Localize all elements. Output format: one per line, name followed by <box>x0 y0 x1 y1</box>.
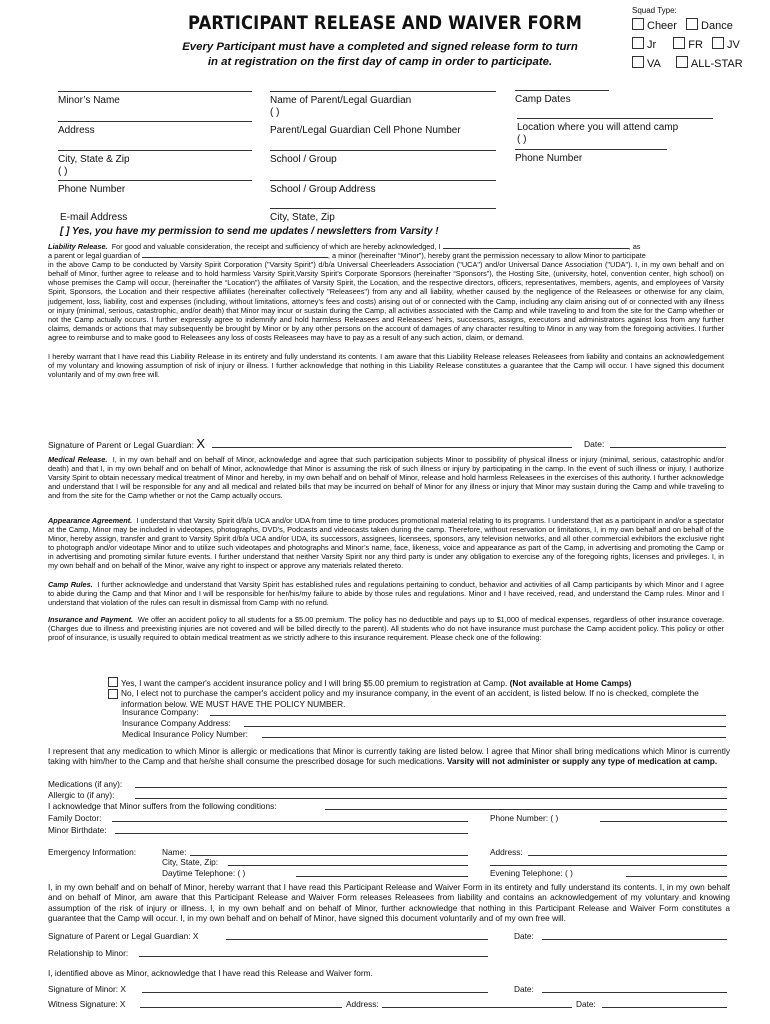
witness-signature-line[interactable] <box>140 1007 342 1008</box>
address-field[interactable]: Address <box>58 121 252 137</box>
checkbox[interactable] <box>632 18 644 30</box>
city-state-zip-field[interactable]: City, State & Zip ( ) <box>58 150 252 178</box>
parent-signature-label: Signature of Parent or Legal Guardian: X <box>48 931 199 941</box>
insurance-address-label: Insurance Company Address: <box>122 718 231 728</box>
insurance-section: Insurance and Payment. We offer an accident policy to all students for a $5.00 premium. The policy has no deductible and pays up to $1,000 of medical expenses, regardless of other insurance coverage. (Charges due to illness and preexisting injuries are not covered and will be billed directly to the parent). All students who do not have insurance must purchase the Camp accident policy. This policy or other proof of insurance, is usually required to obtain medical treatment as we strictly adhere to this insurance requirement. Please check one of the following: <box>48 615 724 643</box>
conditions-line[interactable] <box>325 809 727 810</box>
checkbox[interactable] <box>712 37 724 49</box>
relationship-label: Relationship to Minor: <box>48 948 129 958</box>
checkbox[interactable] <box>676 56 688 68</box>
checkbox[interactable] <box>108 689 118 699</box>
emergency-address-line[interactable] <box>528 855 727 856</box>
minor-ack-text: I, identified above as Minor, acknowledge that I have read this Release and Waiver form. <box>48 968 373 978</box>
final-warrant: I, in my own behalf and on behalf of Minor, hereby warrant that I have read this Participant Release and Waiver Form in its entirety and fully understand its contents. I, in my own behalf and on behalf of Minor, am aware that this Participant Release and Waiver Form releases Releasees from liability and contains an acknowledgement of my voluntary and knowing assumption of the risk of injury or illness. I, in my own behalf and on behalf of Minor, further acknowledge that nothing in this Participant Release and Waiver Form constitutes a guarantee that the Camp will occur. I, in my own behalf and on behalf of Minor, have signed this document voluntarily and of my own free will. <box>48 882 730 923</box>
school-group-field[interactable]: School / Group <box>270 150 496 166</box>
emergency-label: Emergency Information: <box>48 847 137 857</box>
checkbox[interactable] <box>673 37 685 49</box>
witness-address-label: Address: <box>346 999 379 1009</box>
insurance-options <box>108 677 728 709</box>
medication-statement: I represent that any medication to which Minor is allergic or medications that Minor is currently taking are listed below. I agree that Minor shall bring medications which Minor is currently taking with him/her to the Camp and that he/she shall consume the prescribed dosage for such medications. Varsity will not administer or supply any type of medication at camp. <box>48 746 730 767</box>
checkbox[interactable] <box>108 677 118 687</box>
minor-signature-label: Signature of Minor: X <box>48 984 126 994</box>
insurance-address-line[interactable] <box>244 726 726 727</box>
parent-date-line[interactable] <box>542 939 727 940</box>
evening-phone-line[interactable] <box>626 876 727 877</box>
doctor-phone-line[interactable] <box>600 821 727 822</box>
camp-dates-field[interactable]: Camp Dates <box>515 90 609 106</box>
medical-release-section: Medical Release. I, in my own behalf and on behalf of Minor, acknowledge and agree that such participation subjects Minor to possibility of physical illness or injury (minimal, serious, catastrophic and/or death) and that I, in my own behalf and on behalf of Minor, acknowledge that Minor is assuming the risk of such illness or injury by participating in the camp. In the event of such illness or injury, I authorize Varsity Spirit to obtain necessary medical treatment of Minor and hereby, in my own behalf and on behalf of Minor, release and hold harmless Releasees in the exercises of this authority. I further acknowledge and understand that I will be responsible for any and all medical and related bills that may be incurred on behalf of Minor for any illness or injury that Minor may sustain during the Camp and while traveling to and from the site for the Camp whether or not the Camp actually occurs. <box>48 455 724 501</box>
emergency-name-line[interactable] <box>190 855 468 856</box>
parent-date-label: Date: <box>514 931 534 941</box>
appearance-agreement-section: Appearance Agreement. I understand that Varsity Spirit d/b/a UCA and/or UDA from time to time produces promotional material relating to its programs. I understand that as a participant in and/or a spectator at the Camp, Minor may be included in videotapes, photographs, DVD’s, Podcasts and videocasts taken during the camp. Therefore, without reservation or limitations, I, in my own behalf and on behalf of the Minor, hereby assign, transfer and grant to Varsity Spirit d/b/a UCA and/or UDA, its successors, assignees, licensees, sponsors, any television networks, and all other commercial exhibitors the exclusive right to photograph and/or videotape Minor and to utilize such videotapes and photographs and Minor’s name, face, likeness, voice and appearance as part of the Camp, in advertising and promoting the Camp or in advertising and promoting similar future events. I further understand that neither Varsity Spirit nor any third party is under any obligation to exercise any of the foregoing rights, licenses and privileges. I, in my own behalf and on behalf of the Minor, waive any right to inspect or approve any materials related thereto. <box>48 516 724 571</box>
insurance-company-line[interactable] <box>210 715 726 716</box>
doctor-phone-label: Phone Number: ( ) <box>490 813 559 823</box>
evening-phone-label: Evening Telephone: ( ) <box>490 868 573 878</box>
form-subtitle: Every Participant must have a completed and signed release form to turn in at registration on the first day of camp in order to participate. <box>182 41 578 68</box>
liability-heading: Liability Release. <box>48 242 108 251</box>
signature-line-1[interactable] <box>212 447 572 448</box>
medications-line[interactable] <box>135 787 727 788</box>
family-doctor-line[interactable] <box>112 821 468 822</box>
signature-row-1: Signature of Parent or Legal Guardian: X <box>48 436 206 451</box>
school-address-field[interactable]: School / Group Address <box>270 180 496 196</box>
emergency-name-label: Name: <box>162 847 187 857</box>
date-line-1[interactable] <box>610 447 726 448</box>
squad-option-fr[interactable]: FR <box>673 37 703 51</box>
date-label-1: Date: <box>584 439 605 449</box>
squad-type-group <box>632 6 768 75</box>
squad-option-va[interactable]: VA <box>632 56 661 70</box>
insurance-yes-option[interactable]: Yes, I want the camper's accident insurance policy and I will bring $5.00 premium to registration at Camp. (Not available at Home Camps) <box>108 677 728 688</box>
checkbox[interactable] <box>632 37 644 49</box>
relationship-line[interactable] <box>139 956 488 957</box>
policy-number-line[interactable] <box>262 737 726 738</box>
phone-number2-field[interactable]: Phone Number <box>515 149 667 165</box>
liability-release-section: Liability Release. For good and valuable consideration, the receipt and sufficiency of which are hereby acknowledged, I , as a parent or legal guardian of , a minor (hereinafter “Minor”), hereby grant the permission necessary to allow Minor to participate in the above Camp to be conducted by Varsity Spirit Corporation ("Varsity Spirit") d/b/a Universal Cheerleaders Association ("UCA") and/or Universal Dance Association ("UDA"). I, in my own behalf and on behalf of Minor, further agree to release and to hold harmless Varsity Spirit,Varsity Spirit’s Corporate Sponsors (hereinafter “Sponsors”), the Hosting Site, (university, hotel, convention center, high school) on whose premises the Camp will occur, (hereinafter the “Location”) the affiliates of Varsity Spirit, the Location, and the respective directors, officers, representatives, members, agents, and employees of Varsity Spirit, Sponsors, the Location and their respective affiliates (hereinafter collectively "Releasees") from any and all liability, whether caused by the negligence of the Releasees or otherwise for any claim, judgement, loss, liability, cost and expenses (including, without limitations, attorney’s fees and costs) arising out of or connected with the Camp, including any claim arising out of or connected with any illness or injury (minimal, serious, catastrophic, and/or death) that Minor may incur or sustain during the Camp, all activities associated with the Camp and while traveling to and from the site for the Camp whether or not the Camp actually occurs. I further expressly agree to indemnify and hold harmless Releasees and Releasees’ heirs, successors, assigns, executors and administrators against loss from any further claims, demands or actions that may subsequently be brought by Minor or by any other persons on the account of damages of any character resulting to Minor in any way from the foregoing activities. I further agree to reimburse and to make good to Releasees any loss of costs Releasees may have to pay as a result of any such action, claim, or demand. I hereby warrant that I have read this Liability Release in its entirety and fully understand its contents. I am aware that this Liability Release releases Releasees from liability and contains an acknowledgement of my voluntary and knowing assumption of risk of injury or illness. I further acknowledge that nothing in this Liability Release constitutes a guarantee that the Camp will occur. I have signed this document voluntarily and of my own free will. <box>48 242 724 380</box>
minor-signature-line[interactable] <box>142 992 488 993</box>
squad-option-jr[interactable]: Jr <box>632 37 656 51</box>
minor-date-label: Date: <box>514 984 534 994</box>
witness-address-line[interactable] <box>382 1007 572 1008</box>
squad-option-allstar[interactable]: ALL-STAR <box>676 56 743 70</box>
parent-name-field[interactable]: Name of Parent/Legal Guardian ( ) <box>270 91 496 119</box>
releasor-name-line[interactable] <box>443 248 629 249</box>
squad-option-jv[interactable]: JV <box>712 37 740 51</box>
daytime-phone-line[interactable] <box>296 876 468 877</box>
parent-signature-line[interactable] <box>226 939 488 940</box>
allergic-label: Allergic to (if any): <box>48 790 115 800</box>
witness-signature-label: Witness Signature: X <box>48 999 126 1009</box>
emergency-city-line[interactable] <box>228 865 468 866</box>
parent-cell-label: Parent/Legal Guardian Cell Phone Number <box>270 125 461 136</box>
insurance-company-label: Insurance Company: <box>122 707 199 717</box>
minors-name-field[interactable]: Minor’s Name <box>58 91 252 107</box>
minor-date-line[interactable] <box>542 992 727 993</box>
medications-label: Medications (if any): <box>48 779 123 789</box>
city-state-zip2-field[interactable]: City, State, Zip <box>270 208 496 224</box>
minor-name-line[interactable] <box>142 257 328 258</box>
insurance-no-option[interactable]: No, I elect not to purchase the camper's accident policy and my insurance company, in the event of an accident, is listed below. If no is checked, complete the information below. WE MUST HAVE THE POLICY NUMBER. <box>108 688 728 709</box>
minor-birthdate-label: Minor Birthdate: <box>48 825 107 835</box>
minor-birthdate-line[interactable] <box>115 833 468 834</box>
witness-date-label: Date: <box>576 999 596 1009</box>
policy-number-label: Medical Insurance Policy Number: <box>122 729 248 739</box>
emergency-city-label: City, State, Zip: <box>162 857 219 867</box>
squad-type-label: Squad Type: <box>632 6 677 15</box>
phone-number-field[interactable]: Phone Number <box>58 180 252 196</box>
location-field[interactable]: Location where you will attend camp ( ) <box>517 118 713 146</box>
camp-rules-section: Camp Rules. I further acknowledge and understand that Varsity Spirit has established rules and regulations pertaining to conduct, behavior and activities of all Camp participants by which Minor and I agree to abide during the Camp and that Minor and I will be responsible for her/his/my failure to abide by those rules and regulations. Minor and I have received, read, and understand the Camp rules. Minor and I understand that violation of the rules can result in dismissal from Camp with no refund. <box>48 580 724 608</box>
conditions-label: I acknowledge that Minor suffers from the following conditions: <box>48 801 277 811</box>
witness-date-line[interactable] <box>602 1007 727 1008</box>
squad-option-dance[interactable]: Dance <box>686 18 733 32</box>
family-doctor-label: Family Doctor: <box>48 813 102 823</box>
allergic-line[interactable] <box>135 798 727 799</box>
daytime-phone-label: Daytime Telephone: ( ) <box>162 868 246 878</box>
form-title: PARTICIPANT RELEASE AND WAIVER FORM <box>187 12 583 34</box>
squad-option-cheer[interactable]: Cheer <box>632 18 677 32</box>
email-label: E-mail Address <box>60 212 128 223</box>
checkbox[interactable] <box>686 18 698 30</box>
emergency-address2-line[interactable] <box>490 865 727 866</box>
checkbox[interactable] <box>632 56 644 68</box>
emergency-address-label: Address: <box>490 847 523 857</box>
updates-permission[interactable]: [ ] Yes, you have my permission to send me updates / newsletters from Varsity ! <box>60 226 439 237</box>
